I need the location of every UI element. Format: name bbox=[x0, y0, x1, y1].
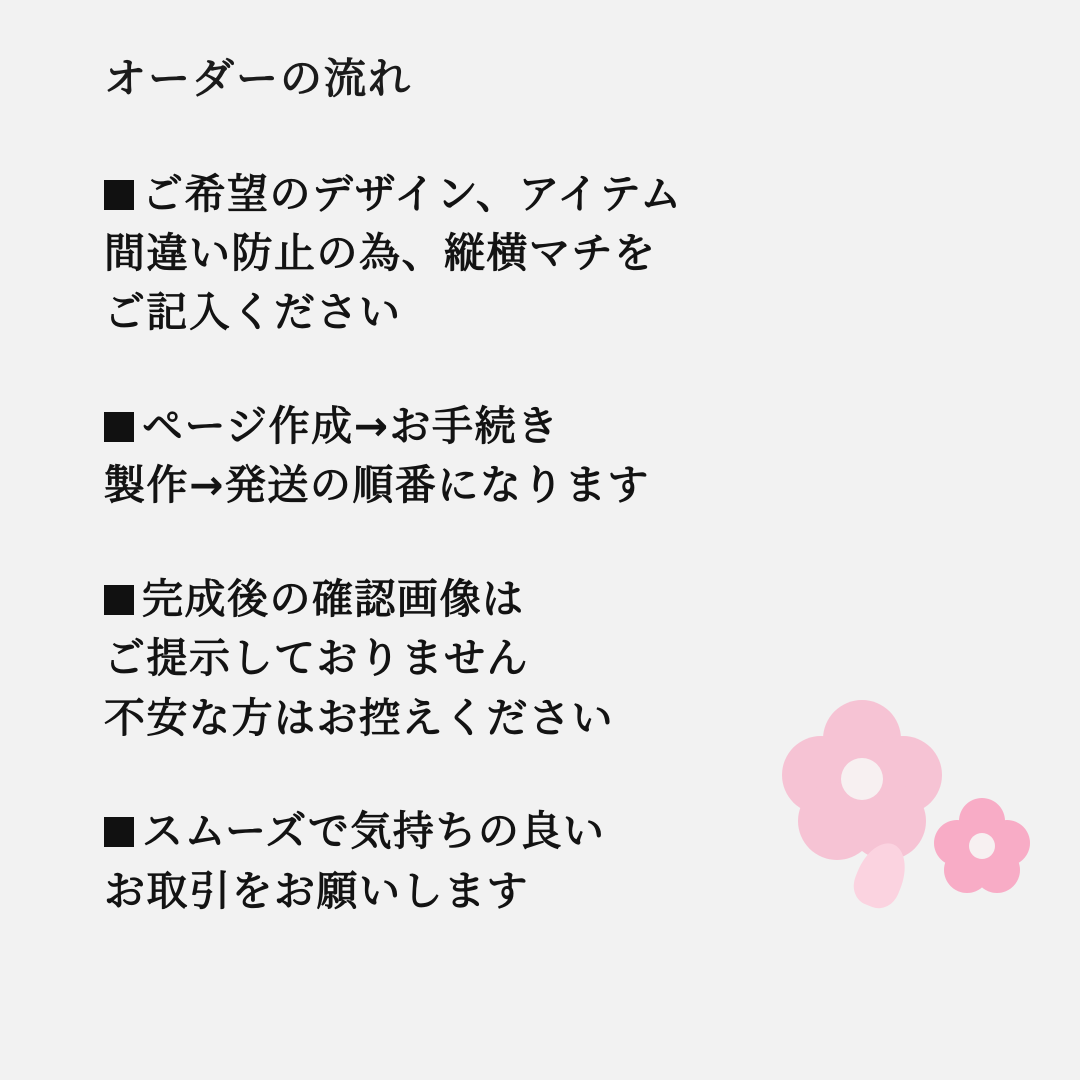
flower-petal bbox=[984, 820, 1030, 866]
page-title: オーダーの流れ bbox=[104, 54, 413, 103]
section-line: お取引をお願いします bbox=[104, 866, 529, 915]
section-closing-note bbox=[104, 802, 984, 921]
section-confirmation-image bbox=[104, 570, 984, 748]
section-line: スムーズで気持ちの良い bbox=[104, 802, 984, 861]
section-line: ご記入ください bbox=[104, 288, 402, 337]
section-line: ご希望のデザイン、アイテム bbox=[104, 165, 984, 224]
section-order-steps bbox=[104, 397, 984, 516]
section-line: ページ作成→お手続き bbox=[104, 397, 984, 456]
section-line: ご提示しておりません bbox=[104, 634, 529, 683]
document-content bbox=[104, 52, 984, 921]
section-line: 製作→発送の順番になります bbox=[104, 461, 650, 510]
section-design-request bbox=[104, 165, 984, 343]
section-line: 完成後の確認画像は bbox=[104, 570, 984, 629]
section-line: 間違い防止の為、縦横マチを bbox=[104, 229, 657, 278]
section-line: 不安な方はお控えください bbox=[104, 693, 614, 742]
